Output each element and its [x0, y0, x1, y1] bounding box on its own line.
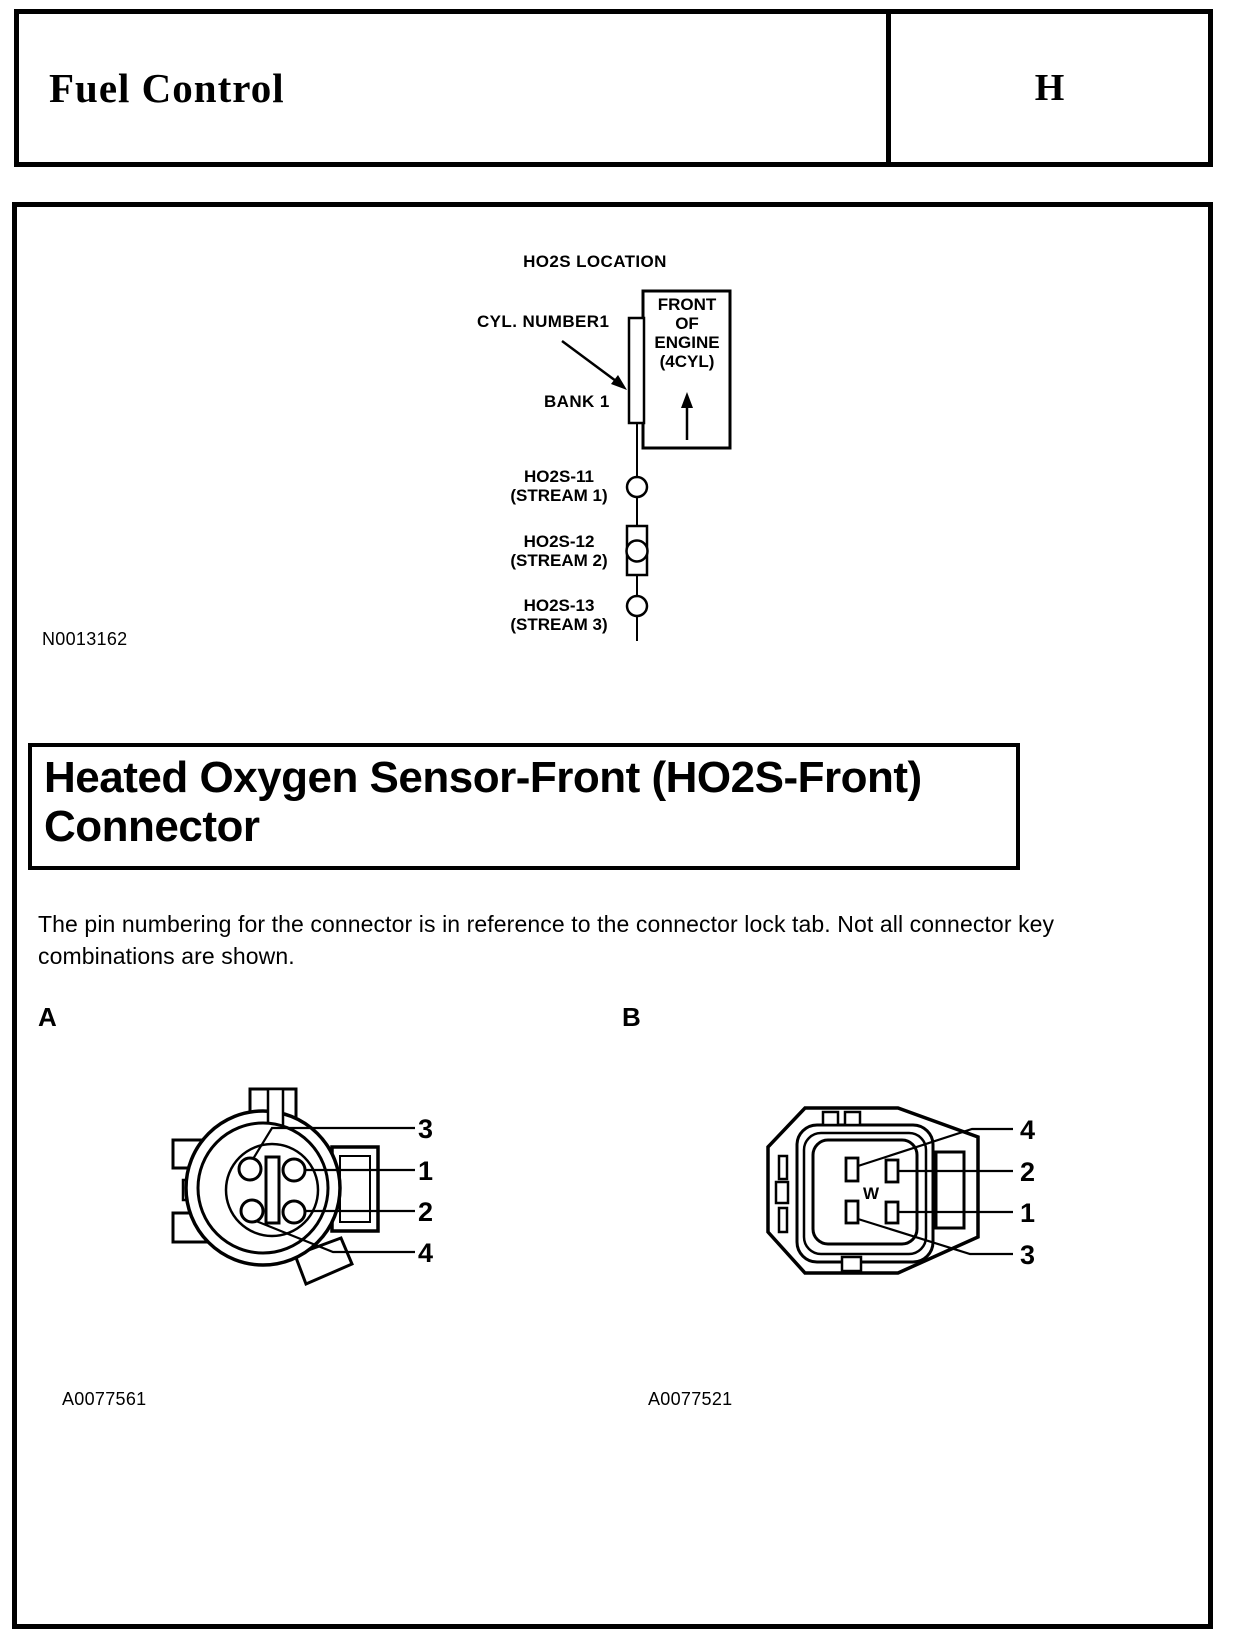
sensor-label-ho2s-11: HO2S-11 (STREAM 1) [510, 467, 608, 505]
connector-a-pin-number: 2 [418, 1197, 434, 1227]
section-heading-line1: Heated Oxygen Sensor-Front (HO2S-Front) [44, 753, 922, 802]
section-letter: H [1034, 67, 1065, 109]
sensor-symbols [627, 477, 648, 616]
connector-a-pin-number: 3 [418, 1114, 434, 1144]
connector-a-diagram [160, 1080, 450, 1295]
connector-b-pin-number: 2 [1020, 1157, 1036, 1187]
connector-a-pin-number: 1 [418, 1156, 434, 1186]
page-title: Fuel Control [49, 65, 285, 111]
connector-b-pin-number: 3 [1020, 1240, 1036, 1270]
sensor-label-ho2s-12: HO2S-12 (STREAM 2) [510, 532, 608, 570]
bank1-label: BANK 1 [544, 392, 610, 411]
connector-b-center-marking: W [862, 1184, 880, 1203]
body-paragraph: The pin numbering for the connector is in reference to the connector lock tab. Not all connector key combinations are shown. [38, 911, 1055, 969]
header-title-cell [19, 14, 891, 162]
section-heading-box [28, 743, 1020, 870]
cyl-number-label: CYL. NUMBER1 [477, 312, 610, 331]
sensor-label-ho2s-13: HO2S-13 (STREAM 3) [510, 596, 608, 634]
connector-b-figure-id: A0077521 [648, 1389, 733, 1409]
connector-b-diagram [740, 1095, 1030, 1295]
front-of-engine-label: FRONT OF ENGINE (4CYL) [654, 295, 720, 371]
connector-b-label: B [622, 1002, 641, 1032]
connector-a-pin-number: 4 [418, 1238, 434, 1268]
figure1-id: N0013162 [42, 629, 128, 649]
figure1-title: HO2S LOCATION [523, 252, 667, 271]
connector-a-label: A [38, 1002, 57, 1032]
connector-b-pin-number: 4 [1020, 1115, 1036, 1145]
page-header [14, 9, 1213, 167]
header-section-cell [891, 14, 1208, 162]
section-heading-line2: Connector [44, 802, 260, 851]
connector-a-figure-id: A0077561 [62, 1389, 147, 1409]
connector-b-pin-number: 1 [1020, 1198, 1036, 1228]
cyl-number-arrow [562, 341, 627, 390]
